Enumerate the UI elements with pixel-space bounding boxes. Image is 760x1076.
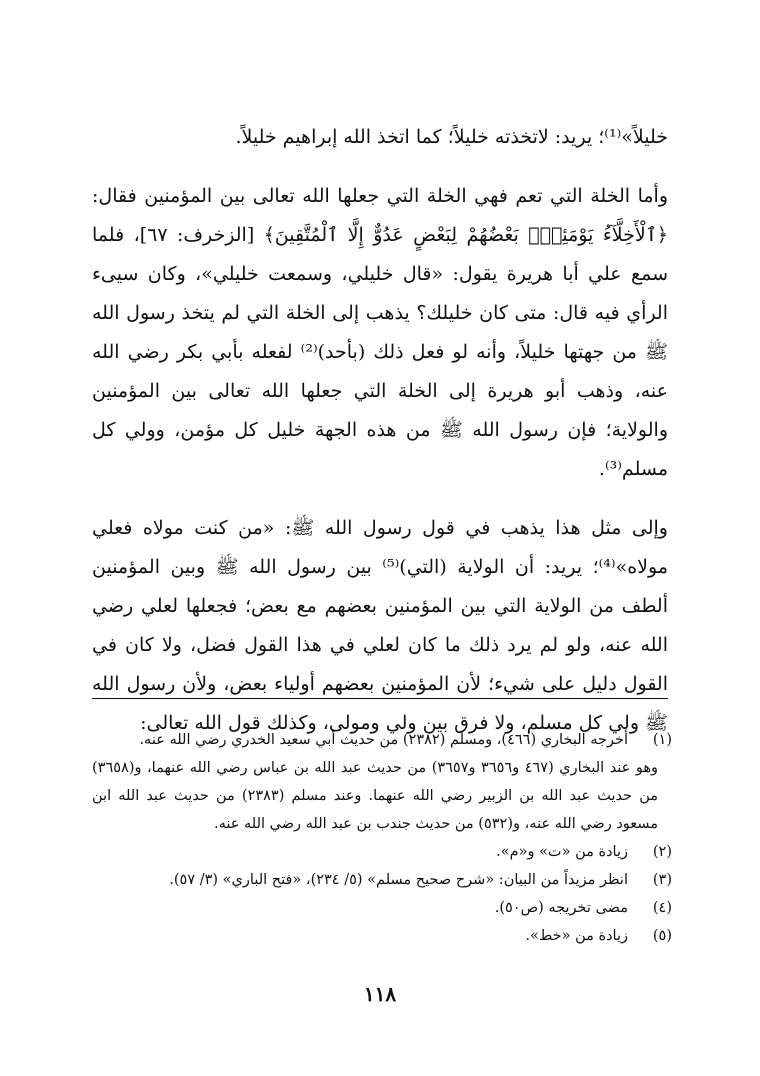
footnote-divider	[92, 698, 668, 699]
footnote-number: (٢)	[652, 844, 672, 860]
footnote-1-continuation: وهو عند البخاري (٤٦٧ و٣٦٥٦ و٣٦٥٧) من حديث عبد الله بن عباس رضي الله عنهما، و(٣٦٥٨) من حديث عبد الله بن الزبير رضي الله عنهما. وعند مسلم (٢٣٨٣) من حديث عبد الله ابن مسعود رضي الله عنه، و(٥٣٢) من حديث جندب بن عبد الله رضي الله عنه.	[92, 760, 659, 832]
footnote-number: (٤)	[652, 900, 672, 916]
footnote-text: مضى تخريجه (ص٥٠).	[494, 900, 628, 916]
footnote-number: (١)	[652, 732, 672, 748]
footnote-text: زيادة من «خط».	[525, 928, 628, 944]
footnote-number: (٥)	[652, 928, 672, 944]
footnote-3	[92, 866, 672, 894]
footnotes	[92, 726, 672, 950]
footnote-5	[92, 922, 672, 950]
footnote-text: أخرجه البخاري (٤٦٦)، ومسلم (٢٣٨٢) من حديث أبي سعيد الخدري رضي الله عنه.	[139, 732, 628, 748]
footnote-2	[92, 838, 672, 866]
footnote-text: زيادة من «ت» و«م».	[496, 844, 628, 860]
main-text	[92, 118, 668, 743]
footnote-4	[92, 894, 672, 922]
paragraph-2: وأما الخلة التي تعم فهي الخلة التي جعلها الله تعالى بين المؤمنين فقال: ﴿ٱلْأَخِلَّآءُ يَوْمَئِذٍۭ بَعْضُهُمْ لِبَعْضٍ عَدُوٌّ إِلَّا ٱلْمُتَّقِينَ﴾ [الزخرف: ٦٧]، فلما سمع علي أبا هريرة يقول: «قال خليلي، وسمعت خليلي»، وكان سيىء الرأي فيه قال: متى كان خليلك؟ يذهب إلى الخلة التي لم يتخذ رسول الله ﷺ من جهتها خليلاً، وأنه لو فعل ذلك (بأحد)⁽²⁾ لفعله بأبي بكر رضي الله عنه، وذهب أبو هريرة إلى الخلة التي جعلها الله تعالى بين المؤمنين والولاية؛ فإن رسول الله ﷺ من هذه الجهة خليل كل مؤمن، وولي كل مسلم⁽³⁾.	[92, 185, 669, 480]
footnote-text: انظر مزيداً من البيان: «شرح صحيح مسلم» (٥/ ٢٣٤)، «فتح الباري» (٣/ ٥٧).	[169, 872, 628, 888]
page-number: ١١٨	[363, 982, 397, 1006]
footnote-number: (٣)	[652, 872, 672, 888]
footnote-1	[92, 726, 672, 754]
paragraph-3: وإلى مثل هذا يذهب في قول رسول الله ﷺ: «من كنت مولاه فعلي مولاه»⁽⁴⁾؛ يريد: أن الولاية (التي)⁽⁵⁾ بين رسول الله ﷺ وبين المؤمنين ألطف من الولاية التي بين المؤمنين بعضهم مع بعض؛ فجعلها لعلي رضي الله عنه، ولو لم يرد ذلك ما كان لعلي في هذا القول فضل، ولا كان في القول دليل على شيء؛ لأن المؤمنين بعضهم أولياء بعض، ولأن رسول الله ﷺ ولي كل مسلم، ولا فرق بين ولي ومولى، وكذلك قول الله تعالى:	[92, 517, 668, 734]
paragraph-1: خليلاً»⁽¹⁾؛ يريد: لاتخذته خليلاً؛ كما اتخذ الله إبراهيم خليلاً.	[235, 126, 668, 148]
